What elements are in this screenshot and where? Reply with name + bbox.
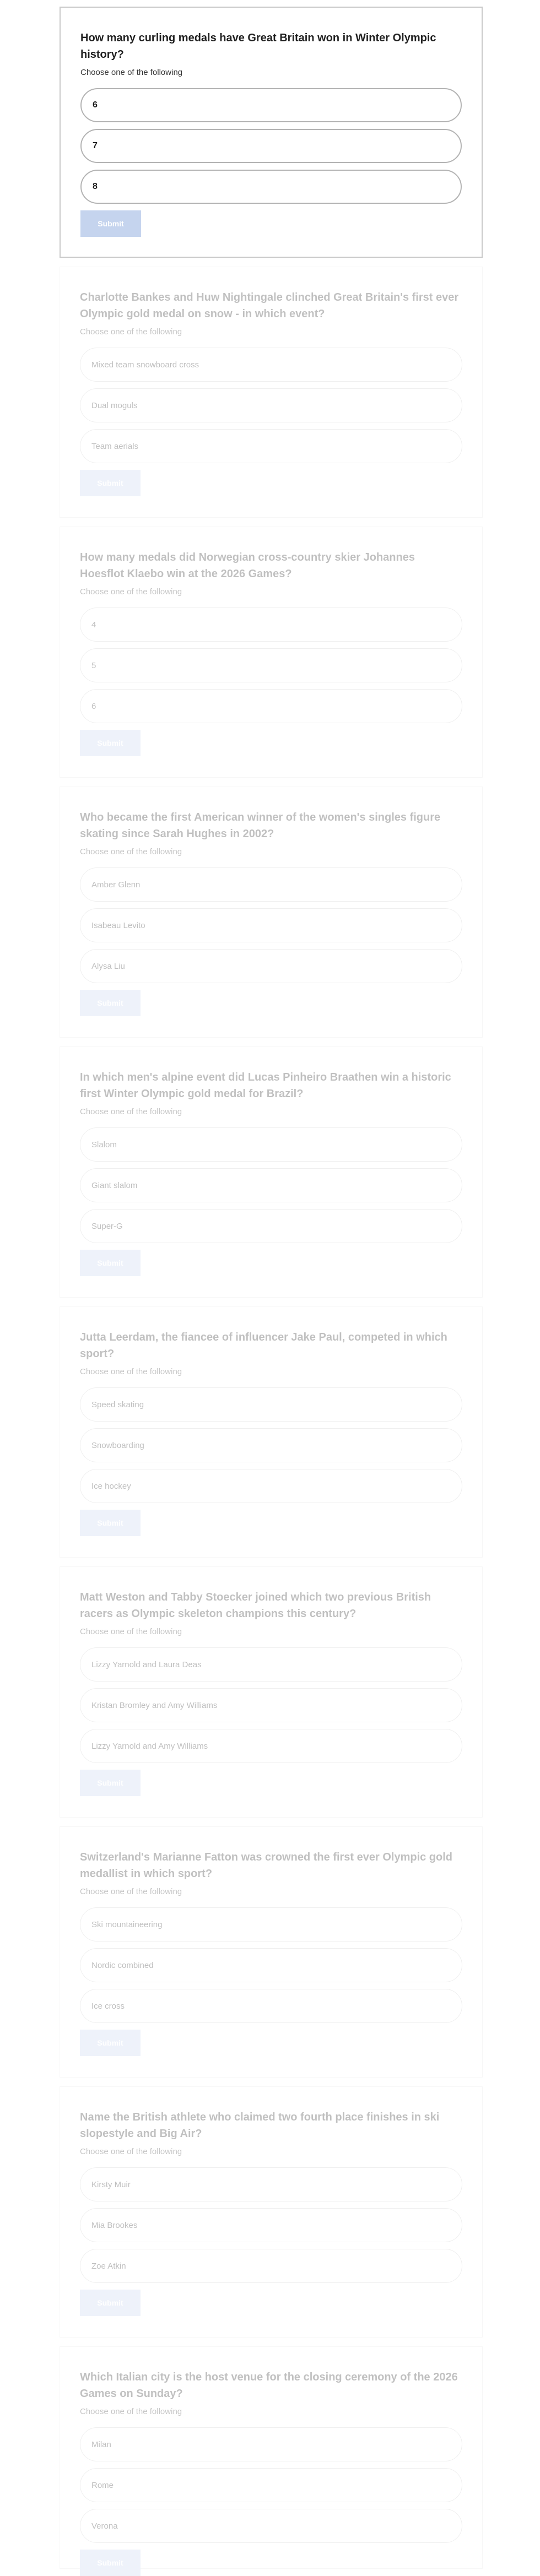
submit-button[interactable]: Submit xyxy=(80,1250,141,1276)
question-text: Jutta Leerdam, the fiancee of influencer Jake Paul, competed in which sport? xyxy=(80,1331,447,1360)
answer-option[interactable]: Super-G xyxy=(80,1209,462,1243)
options-list xyxy=(80,1907,462,2023)
instruction-text: Choose one of the following xyxy=(80,1367,182,1376)
answer-option[interactable]: Amber Glenn xyxy=(80,867,462,902)
instruction-text: Choose one of the following xyxy=(80,2407,182,2416)
answer-option[interactable]: Lizzy Yarnold and Laura Deas xyxy=(80,1647,462,1682)
question-card xyxy=(60,1306,483,1558)
question-card xyxy=(60,1826,483,2078)
question-text: Switzerland's Marianne Fatton was crowned the first ever Olympic gold medallist in which sport? xyxy=(80,1851,453,1880)
options-list xyxy=(80,1387,462,1503)
question-text: Who became the first American winner of the women's singles figure skating since Sarah Hughes in 2002? xyxy=(80,811,441,840)
options-list xyxy=(80,1647,462,1763)
instruction-text: Choose one of the following xyxy=(80,847,182,856)
submit-button[interactable]: Submit xyxy=(80,730,141,756)
answer-option[interactable]: 8 xyxy=(80,170,462,204)
instruction-text: Choose one of the following xyxy=(80,1887,182,1896)
answer-option[interactable]: Rome xyxy=(80,2468,462,2502)
submit-button[interactable]: Submit xyxy=(80,2290,141,2316)
submit-button[interactable]: Submit xyxy=(80,470,141,496)
options-list xyxy=(80,2427,462,2543)
submit-button[interactable]: Submit xyxy=(80,1770,141,1796)
submit-button[interactable]: Submit xyxy=(80,1510,141,1536)
question-card xyxy=(60,1566,483,1818)
question-text: How many medals did Norwegian cross-country skier Johannes Hoesflot Klaebo win at the 2026 Games? xyxy=(80,551,415,580)
answer-option[interactable]: Kristan Bromley and Amy Williams xyxy=(80,1688,462,1722)
options-list xyxy=(80,348,462,463)
submit-button[interactable]: Submit xyxy=(80,2550,141,2576)
question-card xyxy=(60,1046,483,1298)
answer-option[interactable]: Verona xyxy=(80,2509,462,2543)
answer-option[interactable]: Alysa Liu xyxy=(80,949,462,983)
answer-option[interactable]: 6 xyxy=(80,689,462,723)
question-text: Which Italian city is the host venue for the closing ceremony of the 2026 Games on Sunday? xyxy=(80,2371,458,2400)
question-text: Matt Weston and Tabby Stoecker joined which two previous British racers as Olympic skeleton champions this century? xyxy=(80,1591,431,1620)
answer-option[interactable]: Dual moguls xyxy=(80,388,462,422)
question-text: How many curling medals have Great Britain won in Winter Olympic history? xyxy=(80,32,436,61)
answer-option[interactable]: Zoe Atkin xyxy=(80,2249,462,2283)
question-card xyxy=(60,2346,483,2569)
instruction-text: Choose one of the following xyxy=(80,68,183,77)
answer-option[interactable]: Team aerials xyxy=(80,429,462,463)
question-card xyxy=(60,2086,483,2338)
answer-option[interactable]: Kirsty Muir xyxy=(80,2167,462,2201)
instruction-text: Choose one of the following xyxy=(80,1627,182,1636)
options-list xyxy=(80,867,462,983)
question-card xyxy=(60,787,483,1038)
options-list xyxy=(80,1127,462,1243)
answer-option[interactable]: Ice cross xyxy=(80,1989,462,2023)
answer-option[interactable]: Ski mountaineering xyxy=(80,1907,462,1942)
answer-option[interactable]: Lizzy Yarnold and Amy Williams xyxy=(80,1729,462,1763)
answer-option[interactable]: Speed skating xyxy=(80,1387,462,1422)
question-card xyxy=(60,527,483,778)
answer-option[interactable]: Slalom xyxy=(80,1127,462,1162)
instruction-text: Choose one of the following xyxy=(80,2147,182,2156)
answer-option[interactable]: 7 xyxy=(80,129,462,163)
options-list xyxy=(80,608,462,723)
answer-option[interactable]: Nordic combined xyxy=(80,1948,462,1982)
answer-option[interactable]: Mixed team snowboard cross xyxy=(80,348,462,382)
answer-option[interactable]: Giant slalom xyxy=(80,1168,462,1202)
question-text: In which men's alpine event did Lucas Pinheiro Braathen win a historic first Winter Olympic gold medal for Brazil? xyxy=(80,1071,451,1100)
answer-option[interactable]: Isabeau Levito xyxy=(80,908,462,942)
answer-option[interactable]: Snowboarding xyxy=(80,1428,462,1462)
question-card xyxy=(60,7,483,258)
answer-option[interactable]: 4 xyxy=(80,608,462,642)
question-text: Name the British athlete who claimed two fourth place finishes in ski slopestyle and Big Air? xyxy=(80,2111,440,2140)
answer-option[interactable]: 6 xyxy=(80,88,462,122)
instruction-text: Choose one of the following xyxy=(80,587,182,596)
answer-option[interactable]: Ice hockey xyxy=(80,1469,462,1503)
instruction-text: Choose one of the following xyxy=(80,327,182,337)
question-card xyxy=(60,267,483,518)
answer-option[interactable]: 5 xyxy=(80,648,462,682)
submit-button[interactable]: Submit xyxy=(80,990,141,1016)
submit-button[interactable]: Submit xyxy=(80,210,141,237)
answer-option[interactable]: Milan xyxy=(80,2427,462,2461)
options-list xyxy=(80,2167,462,2283)
question-text: Charlotte Bankes and Huw Nightingale clinched Great Britain's first ever Olympic gold medal on snow - in which event? xyxy=(80,291,459,320)
options-list xyxy=(80,88,462,204)
answer-option[interactable]: Mia Brookes xyxy=(80,2208,462,2242)
submit-button[interactable]: Submit xyxy=(80,2030,141,2056)
instruction-text: Choose one of the following xyxy=(80,1107,182,1116)
